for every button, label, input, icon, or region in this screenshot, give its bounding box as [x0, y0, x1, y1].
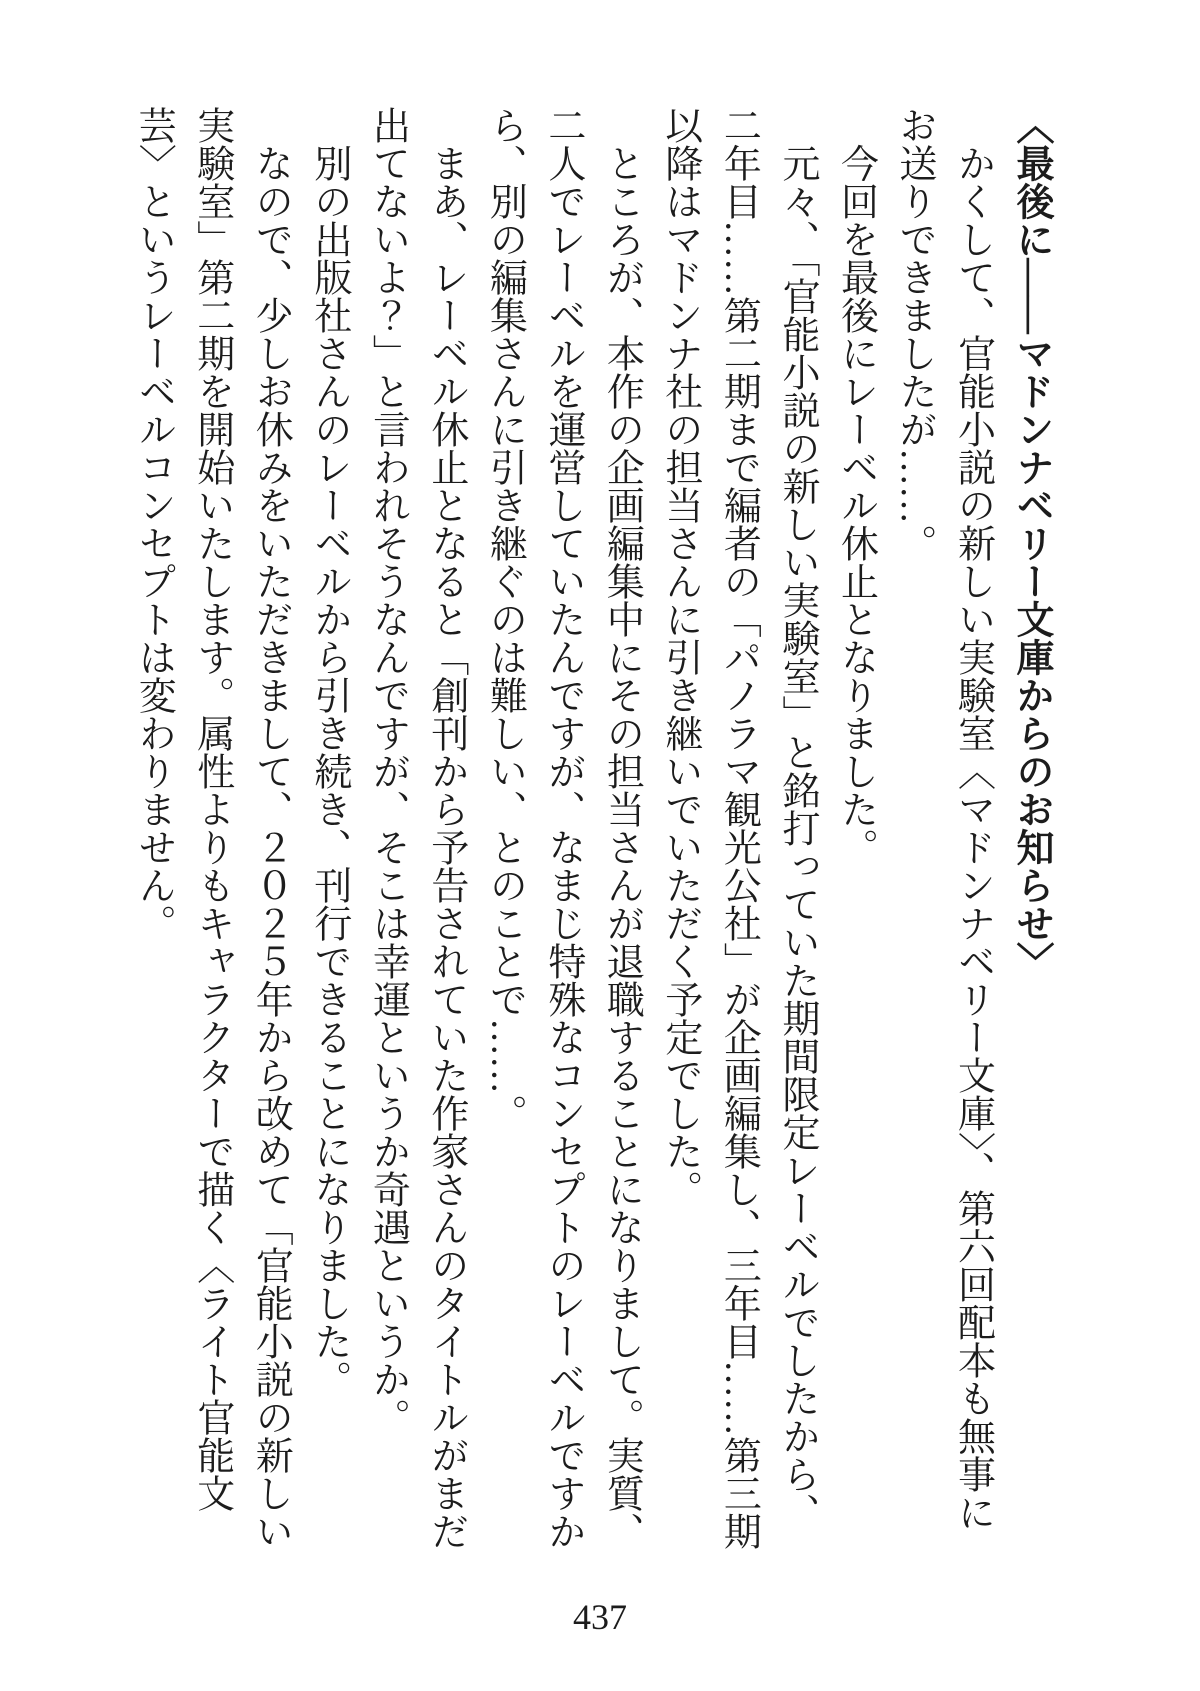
- section-heading: 〈最後に――マドンナベリー文庫からのお知らせ〉: [1010, 106, 1052, 980]
- paragraph-1: かくして、官能小説の新しい実験室〈マドンナベリー文庫〉、第六回配本も無事にお送りできましたが……。: [892, 106, 994, 1531]
- paragraph-2: 今回を最後にレーベル休止となりました。: [834, 144, 877, 866]
- paragraph-3: 元々、「官能小説の新しい実験室」と銘打っていた期間限定レーベルでしたから、二年目……第二期まで編者の「パノラマ観光公社」が企画編集し、三年目……第三期以降はマドンナ社の担当さんに引き継いでいただく予定でした。: [658, 106, 818, 1550]
- page-number: 437: [573, 1597, 627, 1637]
- paragraph-6: 別の出版社さんのレーベルから引き続き、刊行できることになりました。: [307, 144, 350, 1398]
- paragraph-5: まあ、レーベル休止となると「創刊から予告されていた作家さんのタイトルがまだ出てないよ？」と言われそうなんですが、そこは幸運というか奇遇というか。: [366, 106, 467, 1550]
- paragraph-7: なので、少しお休みをいただきまして、２０２５年から改めて「官能小説の新しい実験室」第二期を開始いたします。属性よりもキャラクターで描く〈ライト官能文芸〉というレーベルコンセプトは変わりません。: [132, 106, 292, 1550]
- afterword-text: [124, 106, 1060, 1560]
- paragraph-4: ところが、本作の企画編集中にその担当さんが退職することになりまして。実質、二人でレーベルを運営していたんですが、なまじ特殊なコンセプトのレーベルですから、別の編集さんに引き継ぐのは難しい、とのことで……。: [483, 106, 643, 1550]
